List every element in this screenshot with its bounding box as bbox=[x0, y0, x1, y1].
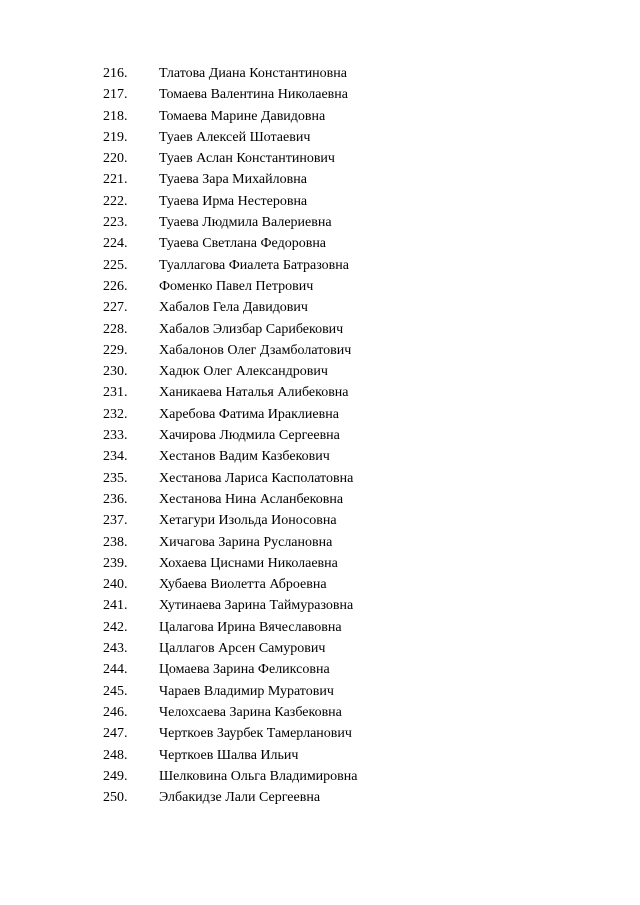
list-item-number: 250. bbox=[103, 790, 128, 806]
list-item-number: 230. bbox=[103, 364, 128, 380]
list-item bbox=[103, 745, 357, 766]
list-item bbox=[103, 638, 357, 659]
list-item-number: 232. bbox=[103, 406, 128, 422]
list-item bbox=[103, 212, 357, 233]
list-item-name: Хабалонов Олег Дзамболатович bbox=[159, 342, 352, 358]
list-item bbox=[103, 297, 357, 318]
list-item-number: 220. bbox=[103, 151, 128, 167]
list-item bbox=[103, 532, 357, 553]
list-item-number: 224. bbox=[103, 236, 128, 252]
list-item-number: 217. bbox=[103, 87, 128, 103]
list-item-name: Туаев Аслан Константинович bbox=[159, 151, 335, 167]
list-item-number: 243. bbox=[103, 641, 128, 657]
list-item-name: Томаева Валентина Николаевна bbox=[159, 87, 348, 103]
list-item-name: Хохаева Циснами Николаевна bbox=[159, 555, 338, 571]
list-item-name: Хабалов Гела Давидович bbox=[159, 300, 308, 316]
list-item-number: 221. bbox=[103, 172, 128, 188]
list-item bbox=[103, 127, 357, 148]
list-item bbox=[103, 723, 357, 744]
list-item-number: 238. bbox=[103, 534, 128, 550]
list-item-name: Хутинаева Зарина Таймуразовна bbox=[159, 598, 354, 614]
list-item-number: 234. bbox=[103, 449, 128, 465]
list-item-number: 240. bbox=[103, 577, 128, 593]
list-item-number: 229. bbox=[103, 342, 128, 358]
list-item bbox=[103, 106, 357, 127]
list-item-name: Хичагова Зарина Руслановна bbox=[159, 534, 333, 550]
list-item-number: 236. bbox=[103, 491, 128, 507]
list-item-name: Туаева Ирма Нестеровна bbox=[159, 193, 308, 209]
list-item bbox=[103, 233, 357, 254]
list-item-name: Хестанова Нина Асланбековна bbox=[159, 491, 344, 507]
list-item-number: 249. bbox=[103, 768, 128, 784]
list-item-number: 223. bbox=[103, 215, 128, 231]
list-item-number: 225. bbox=[103, 257, 128, 273]
list-item bbox=[103, 702, 357, 723]
list-item-number: 226. bbox=[103, 278, 128, 294]
list-item-number: 247. bbox=[103, 726, 128, 742]
list-item-number: 228. bbox=[103, 321, 128, 337]
list-item-name: Хестанов Вадим Казбекович bbox=[159, 449, 330, 465]
list-item-name: Цаллагов Арсен Самурович bbox=[159, 641, 326, 657]
list-item bbox=[103, 617, 357, 638]
list-item bbox=[103, 63, 357, 84]
list-item-name: Хестанова Лариса Касполатовна bbox=[159, 470, 354, 486]
list-item-name: Томаева Марине Давидовна bbox=[159, 108, 326, 124]
list-item-name: Элбакидзе Лали Сергеевна bbox=[159, 790, 321, 806]
list-item bbox=[103, 766, 357, 787]
list-item-number: 241. bbox=[103, 598, 128, 614]
list-item-number: 245. bbox=[103, 683, 128, 699]
list-item-name: Челохсаева Зарина Казбековна bbox=[159, 704, 342, 720]
list-item-number: 246. bbox=[103, 704, 128, 720]
list-item bbox=[103, 787, 357, 808]
list-item-number: 242. bbox=[103, 619, 128, 635]
list-item-number: 235. bbox=[103, 470, 128, 486]
list-item-name: Харебова Фатима Ираклиевна bbox=[159, 406, 339, 422]
list-item-number: 233. bbox=[103, 428, 128, 444]
list-item bbox=[103, 84, 357, 105]
list-item-name: Хубаева Виолетта Аброевна bbox=[159, 577, 327, 593]
list-item bbox=[103, 489, 357, 510]
list-item bbox=[103, 361, 357, 382]
list-item bbox=[103, 191, 357, 212]
list-item-number: 219. bbox=[103, 129, 128, 145]
list-item-number: 222. bbox=[103, 193, 128, 209]
list-item-name: Цомаева Зарина Феликсовна bbox=[159, 662, 330, 678]
list-item-number: 231. bbox=[103, 385, 128, 401]
list-item-name: Туаева Светлана Федоровна bbox=[159, 236, 327, 252]
list-item-name: Туаева Зара Михайловна bbox=[159, 172, 307, 188]
list-item-number: 216. bbox=[103, 66, 128, 81]
list-item-name: Фоменко Павел Петрович bbox=[159, 278, 314, 294]
list-item bbox=[103, 595, 357, 616]
list-item-name: Туаев Алексей Шотаевич bbox=[159, 129, 311, 145]
list-item bbox=[103, 446, 357, 467]
list-item bbox=[103, 382, 357, 403]
list-item-name: Шелковина Ольга Владимировна bbox=[159, 768, 358, 784]
list-item-name: Туаллагова Фиалета Батразовна bbox=[159, 257, 349, 273]
list-item-number: 218. bbox=[103, 108, 128, 124]
list-item bbox=[103, 169, 357, 190]
list-item bbox=[103, 255, 357, 276]
list-item bbox=[103, 659, 357, 680]
list-item-name: Хетагури Изольда Ионосовна bbox=[159, 513, 337, 529]
list-item bbox=[103, 574, 357, 595]
list-item bbox=[103, 468, 357, 489]
list-item-name: Черткоев Шалва Ильич bbox=[159, 747, 299, 763]
list-item bbox=[103, 681, 357, 702]
list-item bbox=[103, 404, 357, 425]
list-item-number: 237. bbox=[103, 513, 128, 529]
list-item-name: Цалагова Ирина Вячеславовна bbox=[159, 619, 342, 635]
list-item-name: Черткоев Заурбек Тамерланович bbox=[159, 726, 352, 742]
list-item bbox=[103, 319, 357, 340]
list-item bbox=[103, 510, 357, 531]
list-item bbox=[103, 276, 357, 297]
list-item-number: 239. bbox=[103, 555, 128, 571]
list-item-name: Хадюк Олег Александрович bbox=[159, 364, 328, 380]
name-list bbox=[103, 63, 357, 808]
list-item bbox=[103, 148, 357, 169]
list-item-name: Тлатова Диана Константиновна bbox=[159, 66, 347, 81]
list-item-name: Хачирова Людмила Сергеевна bbox=[159, 428, 340, 444]
list-item-name: Ханикаева Наталья Алибековна bbox=[159, 385, 349, 401]
list-item bbox=[103, 340, 357, 361]
list-item-name: Туаева Людмила Валериевна bbox=[159, 215, 332, 231]
list-item-name: Хабалов Элизбар Сарибекович bbox=[159, 321, 344, 337]
list-item-name: Чараев Владимир Муратович bbox=[159, 683, 334, 699]
list-item-number: 244. bbox=[103, 662, 128, 678]
list-item bbox=[103, 553, 357, 574]
list-item-number: 248. bbox=[103, 747, 128, 763]
list-item bbox=[103, 425, 357, 446]
list-item-number: 227. bbox=[103, 300, 128, 316]
